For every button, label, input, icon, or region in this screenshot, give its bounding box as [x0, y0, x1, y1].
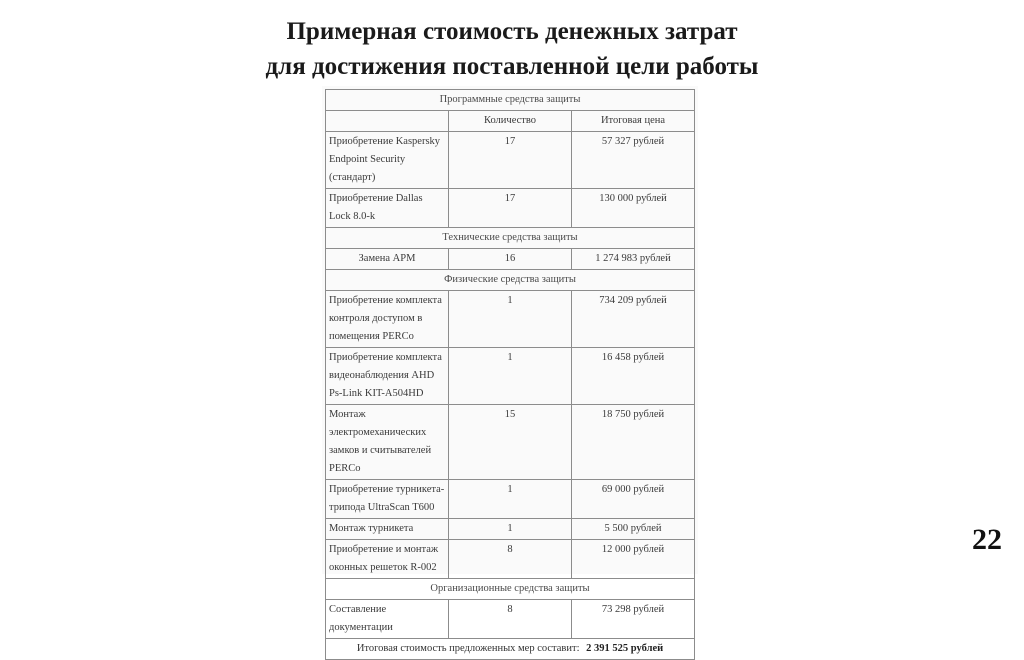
header-quantity: Количество — [449, 111, 572, 132]
total-label: Итоговая стоимость предложенных мер составит: — [356, 643, 580, 654]
item-price: 57 327 рублей — [572, 132, 695, 189]
table-row — [326, 348, 695, 405]
table-row — [326, 249, 695, 270]
page-number: 22 — [972, 523, 1002, 556]
item-price: 69 000 рублей — [572, 480, 695, 519]
section-row — [326, 228, 695, 249]
item-quantity: 17 — [449, 132, 572, 189]
section-row — [326, 579, 695, 600]
item-quantity: 8 — [449, 600, 572, 639]
item-price: 130 000 рублей — [572, 189, 695, 228]
section-technical: Технические средства защиты — [326, 228, 695, 249]
total-value: 2 391 525 рублей — [586, 643, 664, 654]
item-quantity: 17 — [449, 189, 572, 228]
item-name: Приобретение комплекта контроля доступом в помещения PERCo — [326, 291, 449, 348]
item-price: 18 750 рублей — [572, 405, 695, 480]
item-name: Монтаж электромеханических замков и считывателей PERCo — [326, 405, 449, 480]
cost-table — [325, 89, 695, 660]
item-price: 12 000 рублей — [572, 540, 695, 579]
item-quantity: 1 — [449, 348, 572, 405]
item-price: 734 209 рублей — [572, 291, 695, 348]
section-row — [326, 90, 695, 111]
header-price: Итоговая цена — [572, 111, 695, 132]
table-row — [326, 132, 695, 189]
total-cell — [326, 639, 695, 660]
item-name: Составление документации — [326, 600, 449, 639]
table-row — [326, 519, 695, 540]
item-name: Приобретение турникета-трипода UltraScan T600 — [326, 480, 449, 519]
item-quantity: 1 — [449, 480, 572, 519]
table-row — [326, 600, 695, 639]
item-price: 5 500 рублей — [572, 519, 695, 540]
slide-title — [0, 14, 1024, 84]
table-row — [326, 540, 695, 579]
slide-title-line-1: Примерная стоимость денежных затрат — [286, 18, 738, 45]
section-row — [326, 270, 695, 291]
item-quantity: 15 — [449, 405, 572, 480]
table-row — [326, 405, 695, 480]
item-quantity: 8 — [449, 540, 572, 579]
header-row — [326, 111, 695, 132]
item-name: Монтаж турникета — [326, 519, 449, 540]
slide-title-line-2: для достижения поставленной цели работы — [265, 53, 759, 80]
item-name: Приобретение комплекта видеонаблюдения AHD Ps-Link KIT-A504HD — [326, 348, 449, 405]
header-name-empty — [326, 111, 449, 132]
item-price: 1 274 983 рублей — [572, 249, 695, 270]
section-software: Программные средства защиты — [326, 90, 695, 111]
table-row — [326, 291, 695, 348]
item-quantity: 1 — [449, 291, 572, 348]
table-row — [326, 480, 695, 519]
total-row — [326, 639, 695, 660]
item-name: Приобретение Dallas Lock 8.0-k — [326, 189, 449, 228]
item-price: 16 458 рублей — [572, 348, 695, 405]
cost-table-sheet — [322, 86, 698, 654]
section-organizational: Организационные средства защиты — [326, 579, 695, 600]
item-price: 73 298 рублей — [572, 600, 695, 639]
section-physical: Физические средства защиты — [326, 270, 695, 291]
item-quantity: 16 — [449, 249, 572, 270]
item-quantity: 1 — [449, 519, 572, 540]
table-row — [326, 189, 695, 228]
item-name: Замена АРМ — [326, 249, 449, 270]
item-name: Приобретение и монтаж оконных решеток R-002 — [326, 540, 449, 579]
item-name: Приобретение Kaspersky Endpoint Security (стандарт) — [326, 132, 449, 189]
